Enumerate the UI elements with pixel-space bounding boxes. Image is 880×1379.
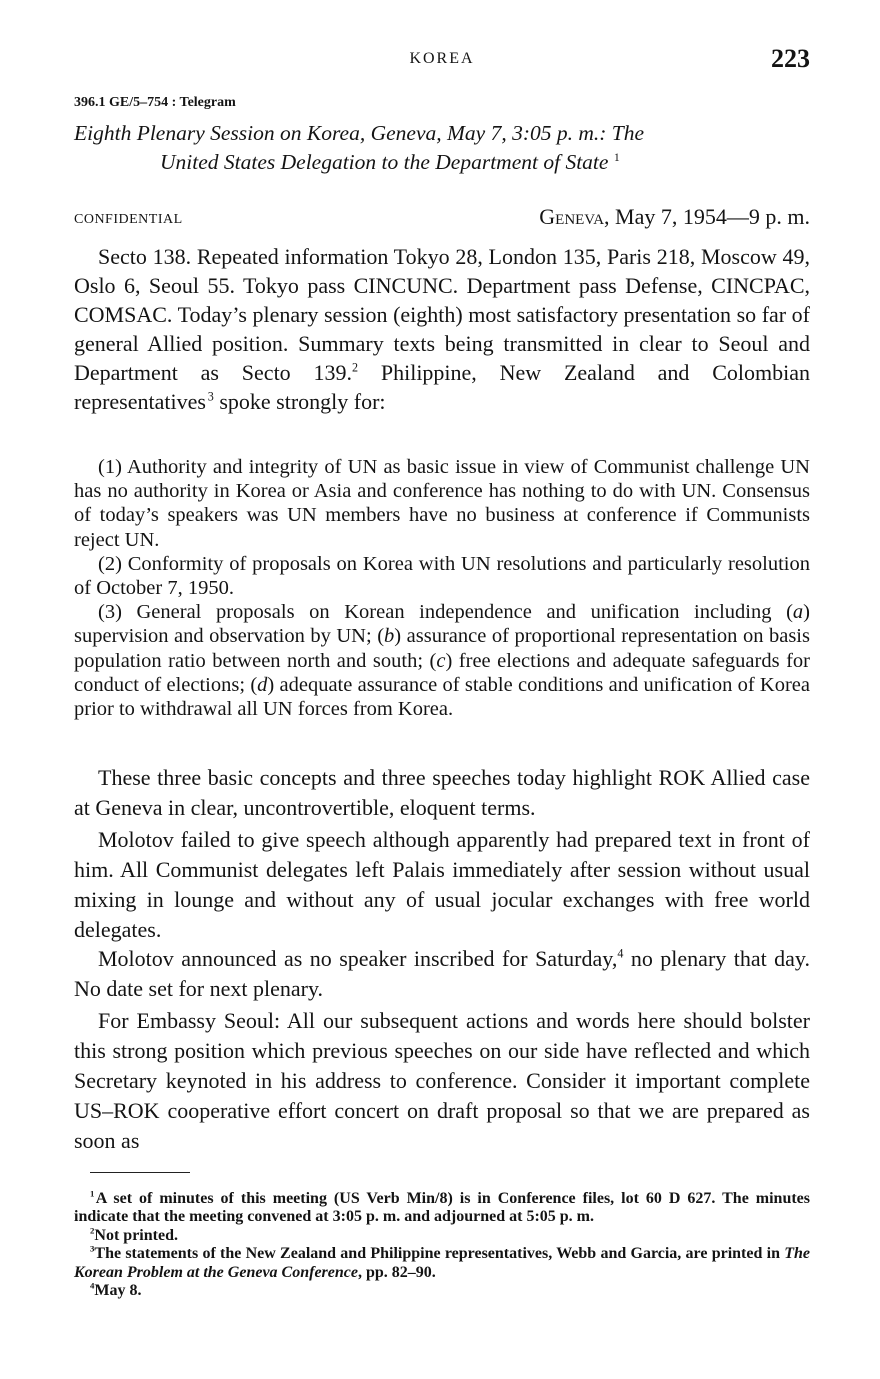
list-item-2: (2) Conformity of proposals on Korea with UN resolutions and particularly resolution of October 7, 1950. [74,552,810,600]
list-item-3-text-e: ) adequate assurance of stable conditions and unification of Korea prior to withdrawal all UN forces from Korea. [74,673,810,721]
footnote-4 [74,1282,810,1300]
footnote-3-mark: 3 [90,1243,95,1254]
footnote-1-text: A set of minutes of this meeting (US Verb Min/8) is in Conference files, lot 60 D 627. The minutes indicate that the meeting convened at 3:05 p. m. and adjourned at 5:05 p. m. [74,1190,810,1226]
list-item-3-text-d: ) free elections and adequate safeguards for conduct of elections; ( [74,649,810,696]
title-line-2-text: United States Delegation to the Department of State [160,150,609,174]
footnote-divider [90,1172,190,1173]
title-line-1: Eighth Plenary Session on Korea, Geneva, May 7, 3:05 p. m.: The [74,121,645,145]
file-reference: 396.1 GE/5–754 : Telegram [74,95,236,110]
footnote-ref-2[interactable]: 2 [352,360,359,375]
title-line-2 [74,148,810,177]
footnote-ref-3[interactable]: 3 [207,389,214,404]
list-item-3-letter-b: b [384,625,395,648]
paragraph-intro [74,242,810,416]
list-item-3-letter-a: a [792,601,804,624]
page-number: 223 [771,44,810,73]
running-title: KOREA [409,50,475,67]
dateline [539,204,810,230]
list-item-3-text-a: (3) General proposals on Korean independence and unification including ( [98,601,793,624]
paragraph-intro-text-3: spoke strongly for: [213,389,386,414]
running-head [74,44,810,78]
footnote-3-title: The Korean Problem at the Geneva Conference [74,1245,810,1281]
list-item-3-text-b: ) supervision and observation by UN; ( [74,601,810,648]
footnote-2 [74,1227,810,1245]
paragraph-molotov-speech: Molotov failed to give speech although apparently had prepared text in front of him. All Communist delegates left Palais immediately after session without usual mixing in lounge and without any of usual jocular exchanges with free world delegates. [74,827,810,942]
footnote-ref-1[interactable]: 1 [613,149,620,164]
list-item-3 [74,600,810,721]
footnote-3 [74,1245,810,1282]
classification-label: CONFIDENTIAL [74,212,183,227]
paragraph-intro-text-2: Philippine, New Zealand and Colombian representatives [74,360,810,414]
list-item-3-text-c: ) assurance of proportional representation on basis population ratio between north and south; ( [74,625,810,672]
footnote-3-text-a: The statements of the New Zealand and Philippine representatives, Webb and Garcia, are printed in [94,1245,785,1263]
classification-line [74,204,810,234]
paragraph-intro-text-1: Secto 138. Repeated information Tokyo 28, London 135, Paris 218, Moscow 49, Oslo 6, Seoul 55. Tokyo pass CINCUNC. Department pass Defense, CINCPAC, COMSAC. Today’s plenary session (eighth) most satisfactory presentation so far of general Allied position. Summary texts being transmitted in clear to Seoul and Department as Secto 139. [74,244,810,385]
list-item-1: (1) Authority and integrity of UN as basic issue in view of Communist challenge UN has no authority in Korea or Asia and conference has nothing to do with UN. Consensus of today’s speakers was UN members have no business at conference if Communists reject UN. [74,456,810,551]
footnote-1-mark: 1 [90,1188,95,1199]
footnote-1 [74,1190,810,1227]
document-title [74,119,810,177]
footnote-3-text-b: , pp. 82–90. [357,1263,436,1281]
footnote-2-text: Not printed. [94,1226,178,1244]
paragraph-concepts: These three basic concepts and three speeches today highlight ROK Allied case at Geneva in clear, uncontrovertible, eloquent terms. [74,765,810,820]
paragraph-next-plenary-text-2: no plenary that day. No date set for next plenary. [74,946,811,1001]
footnote-4-mark: 4 [90,1280,95,1291]
footnote-2-mark: 2 [90,1225,95,1236]
dateline-date: May 7, 1954—9 p. m. [615,204,810,229]
list-item-3-letter-c: c [436,649,446,672]
footnotes [74,1190,810,1300]
footnote-4-text: May 8. [94,1282,142,1300]
footnote-ref-4[interactable]: 4 [617,946,624,961]
numbered-list [74,455,810,721]
paragraph-next-plenary-text-1: Molotov announced as no speaker inscribed for Saturday, [98,946,618,971]
paragraph-embassy-seoul: For Embassy Seoul: All our subsequent actions and words here should bolster this strong position which previous speeches on our side have reflected and which Secretary keynoted in his address to conference. Consider it important complete US–ROK cooperative effort concert on draft proposal so that we are prepared as soon as [74,1008,810,1153]
paragraph-next-plenary [74,944,810,1004]
dateline-place: Geneva, [539,204,610,229]
list-item-3-letter-d: d [257,673,268,696]
